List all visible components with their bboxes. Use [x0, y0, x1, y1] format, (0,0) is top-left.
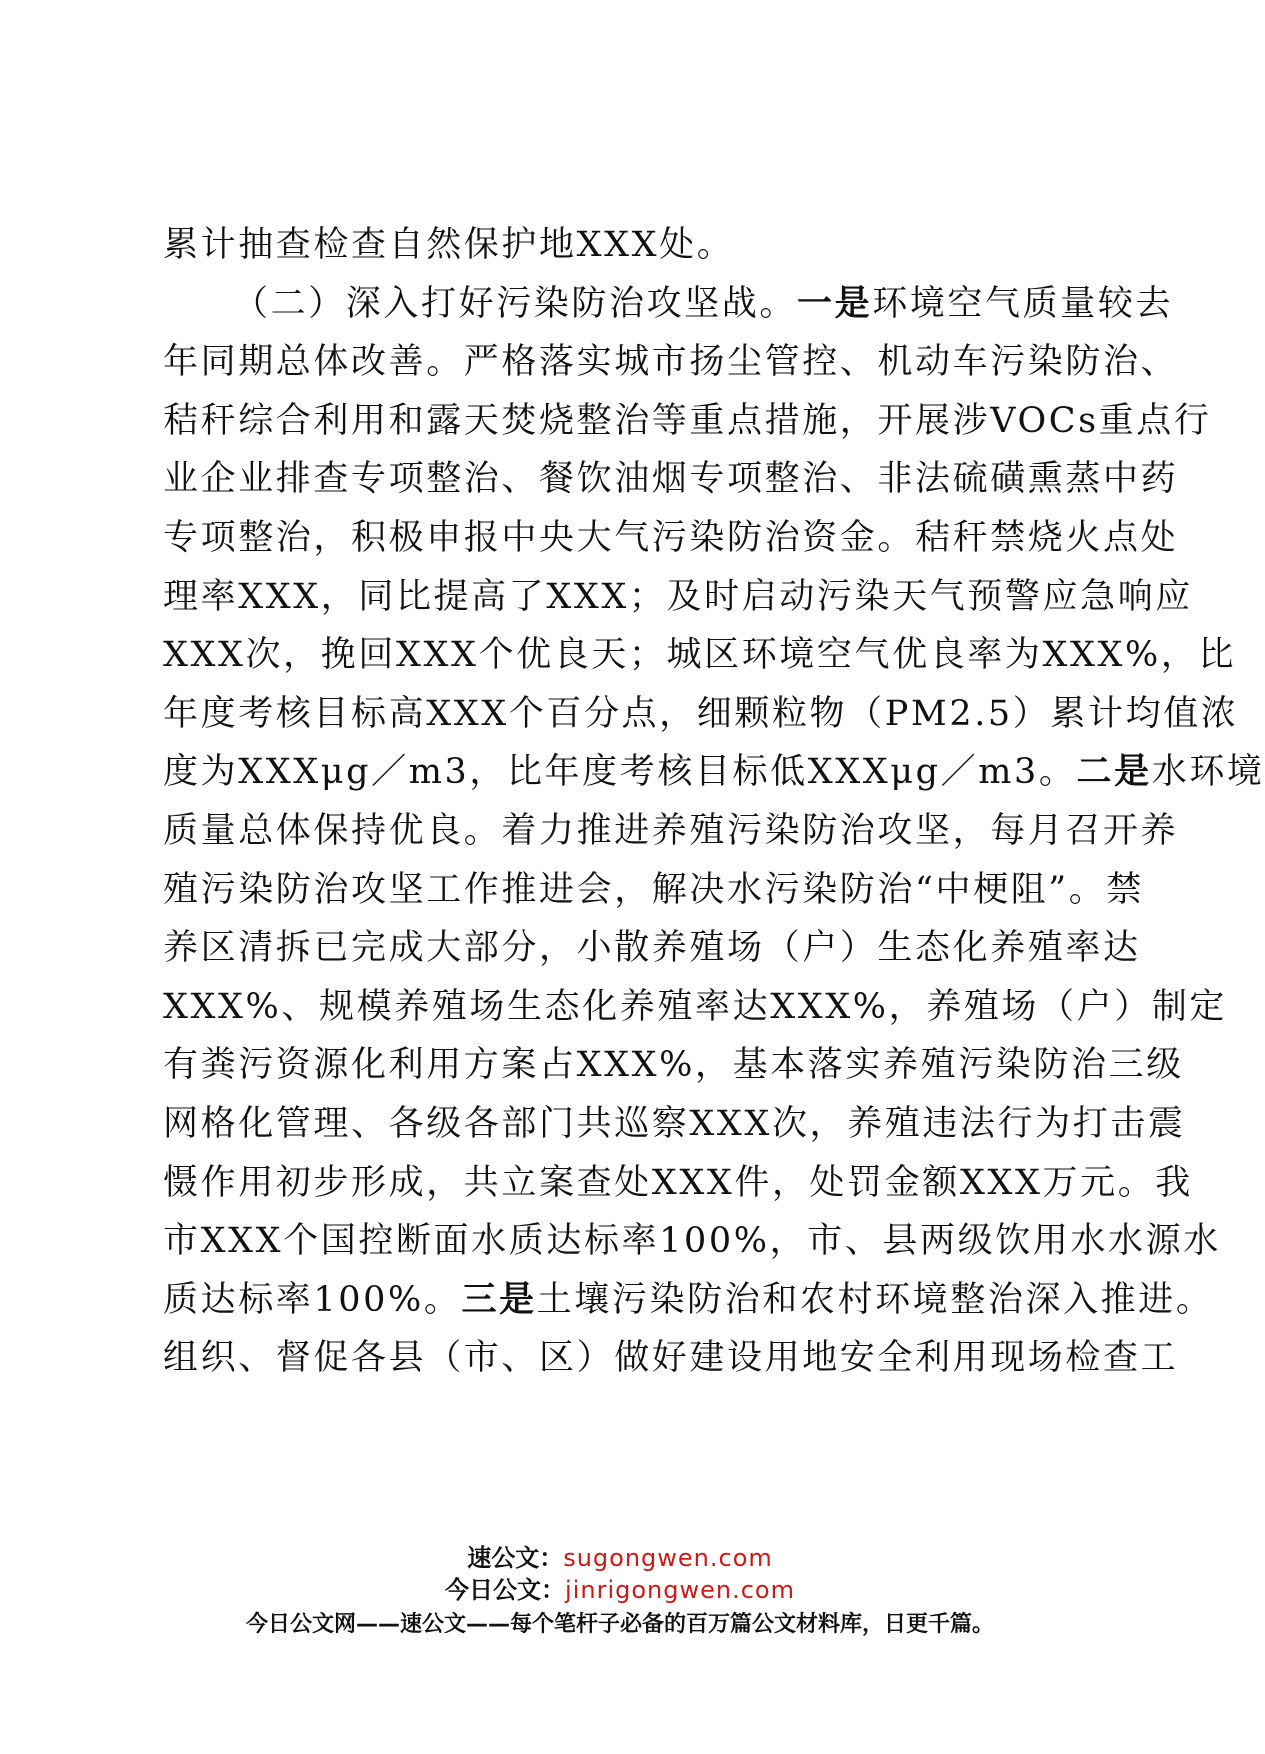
text-run: 殖污染防治攻坚工作推进会，解决水污染防治“中梗阻”。禁 [163, 869, 1144, 910]
text-line [163, 626, 1237, 685]
text-line [163, 509, 1179, 568]
footer-sugongwen-link[interactable]: sugongwen.com [563, 1544, 773, 1572]
text-run: 秸秆综合利用和露天焚烧整治等重点措施，开展涉VOCs重点行 [163, 400, 1212, 441]
footer-jinrigongwen-line [0, 1574, 1240, 1606]
text-line [163, 450, 1179, 509]
text-run: 组织、督促各县（市、区）做好建设用地安全利用现场检查工 [163, 1338, 1179, 1379]
footer-sugongwen-line [0, 1542, 1240, 1574]
footer-sugongwen-label: 速公文： [467, 1544, 564, 1572]
keyword-lead: 一是 [797, 282, 873, 324]
paragraph-tail-line: 累计抽查检查自然保护地XXX处。 [163, 225, 735, 265]
document-body [163, 216, 1265, 1388]
text-run: 网格化管理、各级各部门共巡察XXX次，养殖违法行为打击震 [163, 1103, 1186, 1144]
text-line [163, 802, 1179, 861]
text-run: 年度考核目标高XXX个百分点，细颗粒物（PM2.5）累计均值浓 [163, 693, 1239, 734]
text-run: 市XXX个国控断面水质达标率100%，市、县两级饮用水水源水 [163, 1221, 1221, 1262]
text-line [163, 275, 1174, 334]
text-line [163, 1154, 1193, 1213]
text-line [163, 392, 1212, 451]
text-run: 环境空气质量较去 [872, 283, 1174, 324]
keyword-lead: 二是 [1076, 751, 1152, 793]
text-line [163, 568, 1193, 627]
text-line [163, 1036, 1184, 1095]
text-line [163, 1271, 1214, 1330]
text-run: 水环境 [1151, 752, 1265, 793]
text-line [163, 1329, 1179, 1388]
text-line [163, 978, 1228, 1037]
footer-jinrigongwen-label: 今日公文： [445, 1576, 566, 1604]
footer-jinrigongwen-link[interactable]: jinrigongwen.com [565, 1576, 795, 1604]
text-run: 质达标率100%。 [163, 1279, 462, 1320]
text-run: 土壤污染防治和农村环境整治深入推进。 [536, 1279, 1214, 1320]
keyword-lead: 三是 [461, 1278, 537, 1320]
text-line [163, 685, 1239, 744]
footer-slogan: 今日公文网——速公文——每个笔杆子必备的百万篇公文材料库，日更千篇。 [245, 1612, 994, 1637]
page-footer [0, 1542, 1240, 1642]
text-run: 慑作用初步形成，共立案查处XXX件，处罚金额XXX万元。我 [163, 1162, 1193, 1203]
text-run: 业企业排查专项整治、餐饮油烟专项整治、非法硫磺熏蒸中药 [163, 459, 1179, 500]
text-line [163, 1095, 1186, 1154]
text-run: 度为XXXμg／m3，比年度考核目标低XXXμg／m3。 [163, 752, 1077, 793]
text-run: 养区清拆已完成大部分，小散养殖场（户）生态化养殖率达 [163, 928, 1141, 969]
text-run: 有粪污资源化利用方案占XXX%，基本落实养殖污染防治三级 [163, 1045, 1184, 1086]
text-line [163, 743, 1265, 802]
text-run: XXX%、规模养殖场生态化养殖率达XXX%，养殖场（户）制定 [163, 986, 1228, 1027]
text-line [163, 919, 1141, 978]
text-run: 理率XXX，同比提高了XXX；及时启动污染天气预警应急响应 [163, 576, 1193, 617]
text-run: 年同期总体改善。严格落实城市扬尘管控、机动车污染防治、 [163, 342, 1179, 383]
text-run: 专项整治，积极申报中央大气污染防治资金。秸秆禁烧火点处 [163, 517, 1179, 558]
paragraph-section-two [163, 275, 1265, 1388]
text-line [163, 861, 1144, 920]
text-line [163, 333, 1179, 392]
text-run: （二）深入打好污染防治攻坚战。 [233, 283, 798, 324]
text-line [163, 1212, 1221, 1271]
text-run: 质量总体保持优良。着力推进养殖污染防治攻坚，每月召开养 [163, 810, 1179, 851]
text-run: XXX次，挽回XXX个优良天；城区环境空气优良率为XXX%，比 [163, 635, 1237, 676]
